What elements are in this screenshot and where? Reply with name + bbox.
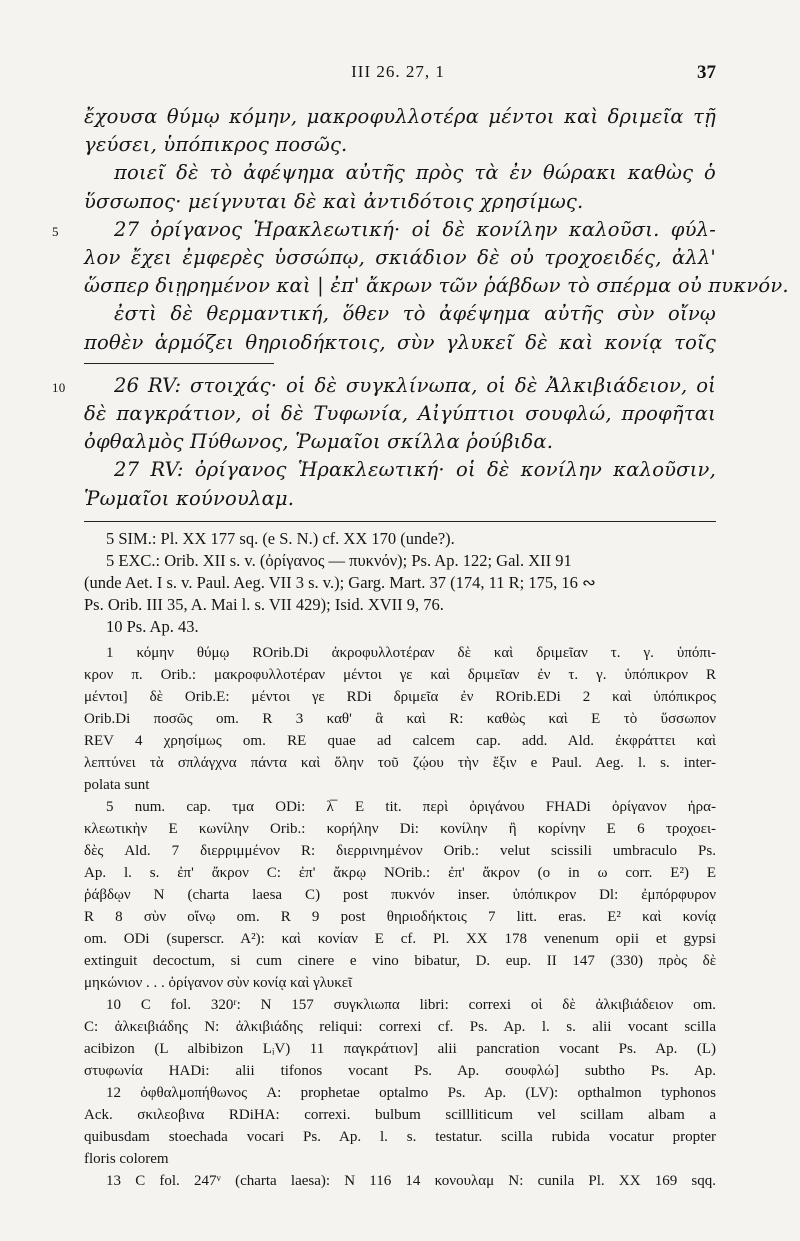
line-text: 13 C fol. 247ᵛ (charta laesa): N 116 14 κονουλαμ N: cunila Pl. XX 169 sqq. <box>106 1172 716 1189</box>
critical-apparatus <box>84 642 716 1192</box>
line-text: ὥσπερ διῃρημένον καὶ | ἐπ' ἄκρων τῶν ῥάβδων τὸ σπέρμα οὐ πυκνόν. <box>84 274 789 298</box>
apparatus-line <box>84 686 716 708</box>
apparatus-line <box>84 1082 716 1104</box>
apparatus-line <box>84 1104 716 1126</box>
apparatus-line <box>84 796 716 818</box>
line-text: 26 RV: στοιχάς· οἱ δὲ συγκλίνωπα, οἱ δὲ Ἀλκιβιάδειον, οἱ <box>114 373 716 397</box>
line-text: C: ἀλκειβιάδης N: ἀλκιβιάδης reliqui: correxi cf. Ps. Ap. l. s. alii vocant scilla <box>84 1018 716 1035</box>
page-header <box>80 62 716 90</box>
apparatus-line <box>84 730 716 752</box>
line-text: REV 4 χρησίμως om. RE quae ad calcem cap. add. Ald. ἐκφράττει καὶ <box>84 732 716 749</box>
line-text: 27 ὀρίγανος Ἡρακλεωτική· οἱ δὲ κονίλην καλοῦσι. φύλ- <box>114 217 716 241</box>
apparatus-line <box>84 1016 716 1038</box>
line-text: om. ODi (superscr. A²): καὶ κονίαν E cf. Pl. XX 178 venenum opii et gypsi <box>84 930 716 947</box>
apparatus-line <box>84 1038 716 1060</box>
line-text: 5 num. cap. τμα ODi: λ̅ E tit. περὶ ὀριγάνου FHADi ὀρίγανον ἡρα- <box>106 798 716 815</box>
line-text: δὲς Ald. 7 διερριμμένον R: διερρινημένον Orib.: velut scissili umbraculo Ps. <box>84 842 716 859</box>
line-text: Ῥωμαῖοι κούνουλαμ. <box>84 486 295 510</box>
apparatus-line <box>84 708 716 730</box>
text-line <box>84 244 716 272</box>
running-head: III 26. 27, 1 <box>351 62 445 81</box>
apparatus-line <box>84 928 716 950</box>
line-text: Ps. Orib. III 35, A. Mai l. s. VII 429); Isid. XVII 9, 76. <box>84 594 444 614</box>
similia-apparatus <box>84 528 716 638</box>
text-line <box>84 159 716 187</box>
line-text: 12 ὀφθαλμοπήθωνος A: prophetae optalmo Ps. Ap. (LV): opthalmon typhonos <box>106 1084 716 1101</box>
line-text: γεύσει, ὑπόπικρος ποσῶς. <box>84 133 348 157</box>
line-text: extinguit decoctum, si cum cinere e vino bibatur, D. eup. II 147 (330) πρὸς δὲ <box>84 952 716 969</box>
line-text: acibizon (L albibizon LᵢV) 11 παγκράτιον] alii pancration vocant Ps. Ap. (L) <box>84 1040 716 1057</box>
greek-main-text <box>52 103 789 357</box>
apparatus-line <box>84 752 716 774</box>
line-text: Ap. l. s. ἐπ' ἄκρον C: ἐπ' ἄκρῳ NOrib.: ἐπ' ἄκρον (o in ω corr. E²) E <box>84 864 716 881</box>
apparatus-line <box>84 774 716 796</box>
line-text: μηκώνιον . . . ὀρίγανον σὺν κονίᾳ καὶ γλυκεῖ <box>84 974 353 991</box>
line-text: 5 EXC.: Orib. XII s. v. (ὀρίγανος — πυκνόν); Ps. Ap. 122; Gal. XII 91 <box>106 550 572 570</box>
text-line <box>84 131 716 159</box>
line-text: quibusdam stoechada vocari Ps. Ap. l. s. testatur. scilla rubida vocatur propter <box>84 1128 716 1145</box>
text-line <box>52 216 716 244</box>
text-line <box>84 188 716 216</box>
apparatus-line <box>84 1170 716 1192</box>
apparatus-divider <box>84 521 716 522</box>
apparatus-line <box>84 528 716 550</box>
apparatus-line <box>84 994 716 1016</box>
apparatus-line <box>84 1060 716 1082</box>
line-number: 5 <box>52 223 59 239</box>
apparatus-line <box>84 972 716 994</box>
line-text: R 8 σὺν οἴνῳ om. R 9 post θηριοδήκτοις 7 litt. eras. E² καὶ κονίᾳ <box>84 908 716 925</box>
line-text: ἔχουσα θύμῳ κόμην, μακροφυλλοτέρα μέντοι καὶ δριμεῖα τῇ <box>84 105 716 128</box>
rv-text-block <box>52 372 716 513</box>
line-text: 10 C fol. 320ʳ: N 157 συγκλιωπα libri: correxi οἱ δὲ ἀλκιβιάδειον om. <box>106 996 716 1013</box>
line-text: polata sunt <box>84 776 150 793</box>
text-line <box>84 272 789 300</box>
line-text: Ack. σκιλεοβινα RDiHA: correxi. bulbum scillliticum vel scillam albam a <box>84 1106 716 1123</box>
text-line <box>84 400 716 428</box>
text-line <box>84 485 716 513</box>
text-line <box>84 300 716 328</box>
line-text: κλεωτικὴν E κωνίλην Orib.: κορήλην Di: κονίλην ἢ κορίνην E 6 τροχοει- <box>84 820 716 837</box>
apparatus-line <box>84 818 716 840</box>
line-text: (unde Aet. I s. v. Paul. Aeg. VII 3 s. v.); Garg. Mart. 37 (174, 11 R; 175, 16 ∾ <box>84 572 596 592</box>
apparatus-line <box>84 616 716 638</box>
apparatus-line <box>84 950 716 972</box>
apparatus-line <box>84 884 716 906</box>
page-number: 37 <box>697 62 716 83</box>
apparatus-line <box>84 572 716 594</box>
line-text: ὕσσωπος· μείγνυται δὲ καὶ ἀντιδότοις χρησίμως. <box>84 189 584 213</box>
apparatus-line <box>84 906 716 928</box>
line-text: λεπτύνει τὰ σπλάγχνα πάντα καὶ ὅλην τοῦ ζῴου τὴν ἕξιν e Paul. Aeg. l. s. inter- <box>84 754 716 771</box>
line-text: δὲ παγκράτιον, οἱ δὲ Τυφωνία, Αἰγύπτιοι σουφλώ, προφῆται <box>84 402 716 426</box>
line-text: ποθὲν ἁρμόζει θηριοδήκτοις, σὺν γλυκεῖ δὲ καὶ κονίᾳ τοῖς <box>84 330 716 354</box>
line-text: 10 Ps. Ap. 43. <box>106 616 199 636</box>
apparatus-line <box>84 550 716 572</box>
apparatus-line <box>84 840 716 862</box>
line-text: 27 RV: ὀρίγανος Ἡρακλεωτική· οἱ δὲ κονίλην καλοῦσιν, <box>114 458 716 482</box>
apparatus-line <box>84 1126 716 1148</box>
line-text: ἐστὶ δὲ θερμαντική, ὅθεν τὸ ἀφέψημα αὐτῆς σὺν οἴνῳ <box>114 302 716 326</box>
apparatus-line <box>84 1148 716 1170</box>
line-text: λον ἔχει ἐμφερὲς ὑσσώπῳ, σκιάδιον δὲ οὐ τροχοειδές, ἀλλ' <box>84 246 716 270</box>
line-text: floris colorem <box>84 1150 169 1167</box>
line-text: 1 κόμην θύμῳ ROrib.Di ἀκροφυλλοτέραν δὲ καὶ δριμεῖαν τ. γ. ὑπόπι- <box>106 644 716 661</box>
line-text: Orib.Di ποσῶς om. R 3 καθ' ἃ καὶ R: καθὼς καὶ E τὸ ὕσσωπον <box>84 710 716 727</box>
apparatus-line <box>84 594 716 616</box>
text-line <box>84 329 716 357</box>
apparatus-line <box>84 664 716 686</box>
text-line <box>52 372 716 400</box>
apparatus-line <box>84 642 716 664</box>
text-line <box>84 103 716 131</box>
line-text: 5 SIM.: Pl. XX 177 sq. (e S. N.) cf. XX 170 (unde?). <box>106 528 455 548</box>
text-line <box>84 428 716 456</box>
text-line <box>84 456 716 484</box>
line-text: στυφωνία HADi: alii tifonos vocant Ps. Ap. σουφλώ] subtho Ps. Ap. <box>84 1062 716 1079</box>
apparatus-line <box>84 862 716 884</box>
line-text: κρον π. Orib.: μακροφυλλοτέραν μέντοι γε καὶ δριμεῖαν ἐν τ. γ. ὑπόπικρον R <box>84 666 716 683</box>
main-column <box>52 103 789 1192</box>
line-number: 10 <box>52 379 66 395</box>
section-divider <box>84 363 274 364</box>
line-text: ὀφθαλμὸς Πύθωνος, Ῥωμαῖοι σκίλλα ῥούβιδα. <box>84 430 554 454</box>
line-text: μέντοι] δὲ Orib.E: μέντοι γε RDi δριμεῖα ἐν ROrib.EDi 2 καὶ ὑπόπικρος <box>84 688 716 705</box>
line-text: ποιεῖ δὲ τὸ ἀφέψημα αὐτῆς πρὸς τὰ ἐν θώρακι καθὼς ὁ <box>114 161 716 185</box>
line-text: ῥάβδῳν N (charta laesa C) post πυκνόν inser. ὑπόπικρον Dl: ἐμπόρφυρον <box>84 886 716 903</box>
